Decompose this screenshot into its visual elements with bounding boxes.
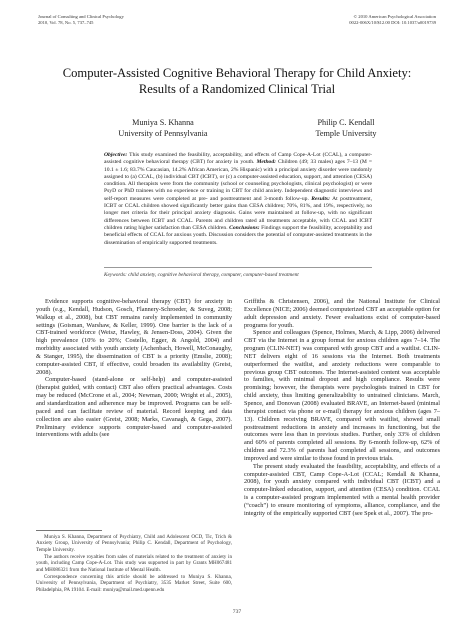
copyright-line: © 2010 American Psychological Association (353, 14, 436, 19)
method-label: Method: (256, 159, 277, 166)
page-number: 737 (232, 609, 242, 615)
abstract-divider (104, 267, 372, 268)
body-paragraph: Computer-based (stand-alone or self-help) and computer-assisted (therapist guided, with contact) CBT also offers practical advantages. Costs may be reduced (McCrone et al., 2004; Newman, 2000; Wright et al., 2005), and standardization and adherence may be improved. Programs can be self-paced and can facilitate review of material. Record keeping and data collection are also easier (Greist, 2008; Marks, Cavanagh, & Gega, 2007). Preliminary evidence supports computer-based and computer-assisted interventions with adults (see (36, 376, 232, 439)
objective-text: This study examined the feasibility, acceptability, and effects of Camp Cope-A-Lot (CCAL), a computer-assisted cognitive behavioral therapy (CBT) for anxiety in youth. (104, 152, 372, 166)
title-line-1: Computer-Assisted Cognitive Behavioral Therapy for Child Anxiety: (62, 66, 412, 80)
author-name: Philip C. Kendall (317, 118, 375, 127)
author-name: Muniya S. Khanna (132, 118, 194, 127)
footnote: Muniya S. Khanna, Department of Psychiatry, Child and Adolescent OCD, Tic, Trich & Anxiety Group, University of Pennsylvania; Philip C. Kendall, Department of Psychology, Temple University. (36, 534, 232, 553)
title-line-2: Results of a Randomized Clinical Trial (138, 81, 336, 96)
footnote: Correspondence concerning this article should be addressed to Muniya S. Khanna, University of Pennsylvania, Department of Psychiatry, 3535 Market Street, Suite 600, Philadelphia, PA 19104. E-mail: muniya@mail.med.upenn.edu (36, 573, 232, 593)
journal-header (38, 14, 124, 26)
body-paragraph: The present study evaluated the feasibility, acceptability, and effects of a computer-assisted CBT, Camp Cope-A-Lot (CCAL; Kendall & Khanna, 2008), for youth anxiety compared with individual CBT (ICBT) and a computer-linked education, support, and attention (CESA) condition. CCAL is a computer-assisted program implemented with a mental health provider (“coach”) to ensure monitoring of symptoms, alliance, compliance, and the integrity of the empirically supported CBT (see Spek et al., 2007). The pro- (244, 462, 440, 517)
body-paragraph: Evidence supports cognitive-behavioral therapy (CBT) for anxiety in youth (e.g., Kendall, Hudson, Gosch, Flannery-Schroeder, & Suveg, 2008; Walkup et al., 2008), but CBT remains rarely implemented in community settings (Goisman, Warshaw, & Keller, 1999). One barrier is the lack of a CBT-trained workforce (Weisz, Hawley, & Jensen-Doss, 2004). Given the high prevalence (10% to 20%; Costello, Egger, & Angold, 2004) and morbidity associated with youth anxiety (Achenbach, Howell, McConaughy, & Stanger, 1995), the dissemination of CBT is a priority (Emslie, 2008); computer-assisted CBT, if effective, could broaden its availability (Greist, 2008). (36, 298, 232, 376)
left-column (36, 298, 232, 439)
copyright-header (349, 14, 436, 26)
results-text: At posttreatment, ICBT or CCAL children showed significantly better gains than CESA children; 70%, 81%, and 19%, respectively, no longer met criteria for their principal anxiety diagnosis. Gains were maintained at follow-up, with no significant differences between ICBT and CCAL. Parents and children rated all treatments acceptable, with CCAL and ICBT children rating higher satisfaction than CESA children. (104, 195, 372, 231)
body-paragraph: Spence and colleagues (Spence, Holmes, March, & Lipp, 2006) delivered CBT via the Internet in a group format for anxious children ages 7–14. The program (CLIN-NET) was compared with group CBT and a waitlist. CLIN-NET delivers eight of 16 sessions via the Internet. Both treatments outperformed the waitlist, and anxiety reductions were comparable to previous group CBT outcomes. The Internet-assisted content was acceptable to families, with minimal dropout and high compliance. Results were promising; however, the therapists were psychologists trained in CBT for child anxiety, thus limiting generalizability to untrained clinicians. March, Spence, and Donovan (2008) evaluated BRAVE, an Internet-based (minimal therapist contact via phone or e-mail) therapy for anxious children (ages 7–13). Children receiving BRAVE, compared with waitlist, showed small posttreatment reductions in anxiety and increases in functioning, but the outcomes were less than in previous studies. Further, only 33% of children and 60% of parents completed all sessions. By 6-month follow-up, 62% of children and 72.3% of parents had completed all sessions, and outcomes improved and were similar to those found in previous trials. (244, 329, 440, 462)
article-title (30, 66, 444, 97)
conclusions-label: Conclusions: (229, 224, 260, 231)
footnote-divider (36, 530, 102, 531)
author-note (36, 534, 232, 594)
author-2 (286, 118, 406, 139)
doi-line: 0022-006X/10/$12.00 DOI: 10.1037/a0019739 (349, 20, 436, 25)
right-column (244, 298, 440, 518)
objective-label: Objective: (104, 152, 128, 158)
body-paragraph: Griffiths & Christensen, 2006), and the National Institute for Clinical Excellence (NICE; 2006) deemed computerized CBT an acceptable option for adult depression and anxiety. Fewer evaluations exist of computer-based programs for youth. (244, 298, 440, 329)
conclusions-text: Findings support the feasibility, acceptability and beneficial effects of CCAL for anxious youth. Discussion considers the potential of computer-assisted treatments in the dissemination of empirically supported treatments. (104, 224, 372, 246)
author-affiliation: University of Pennsylvania (118, 128, 208, 138)
author-affiliation: Temple University (315, 128, 377, 138)
method-text: Children (49; 33 males) ages 7–13 (M = 10.1 ± 1.6; 83.7% Caucasian, 14.2% African American, 2% Hispanic) with a principal anxiety disorder were randomly assigned to (a) CCAL, (b) individual CBT (ICBT), or (c) a computer-assisted education, support, and attention (CESA) condition. All therapists were from the community (school or counseling psychologists, clinical psychologist) or were PsyD or PhD trainees with no experience or training in CBT for child anxiety. Independent diagnostic interviews and self-report measures were completed at pre- and posttreatment and 3-month follow-up. (104, 159, 372, 202)
journal-volume: 2010, Vol. 78, No. 5, 737–745 (38, 20, 94, 25)
author-1 (98, 118, 228, 139)
keywords: Keywords: child anxiety, cognitive behavioral therapy, computer, computer-based treatment (104, 272, 299, 278)
footnote: The authors receive royalties from sales of materials related to the treatment of anxiety in youth, including Camp Cope-A-Lot. This study was supported in part by Grants MH067481 and MH086321 from the National Institute of Mental Health. (36, 553, 232, 573)
abstract (104, 152, 372, 247)
results-label: Results: (311, 195, 330, 202)
journal-name: Journal of Consulting and Clinical Psychology (38, 14, 124, 19)
